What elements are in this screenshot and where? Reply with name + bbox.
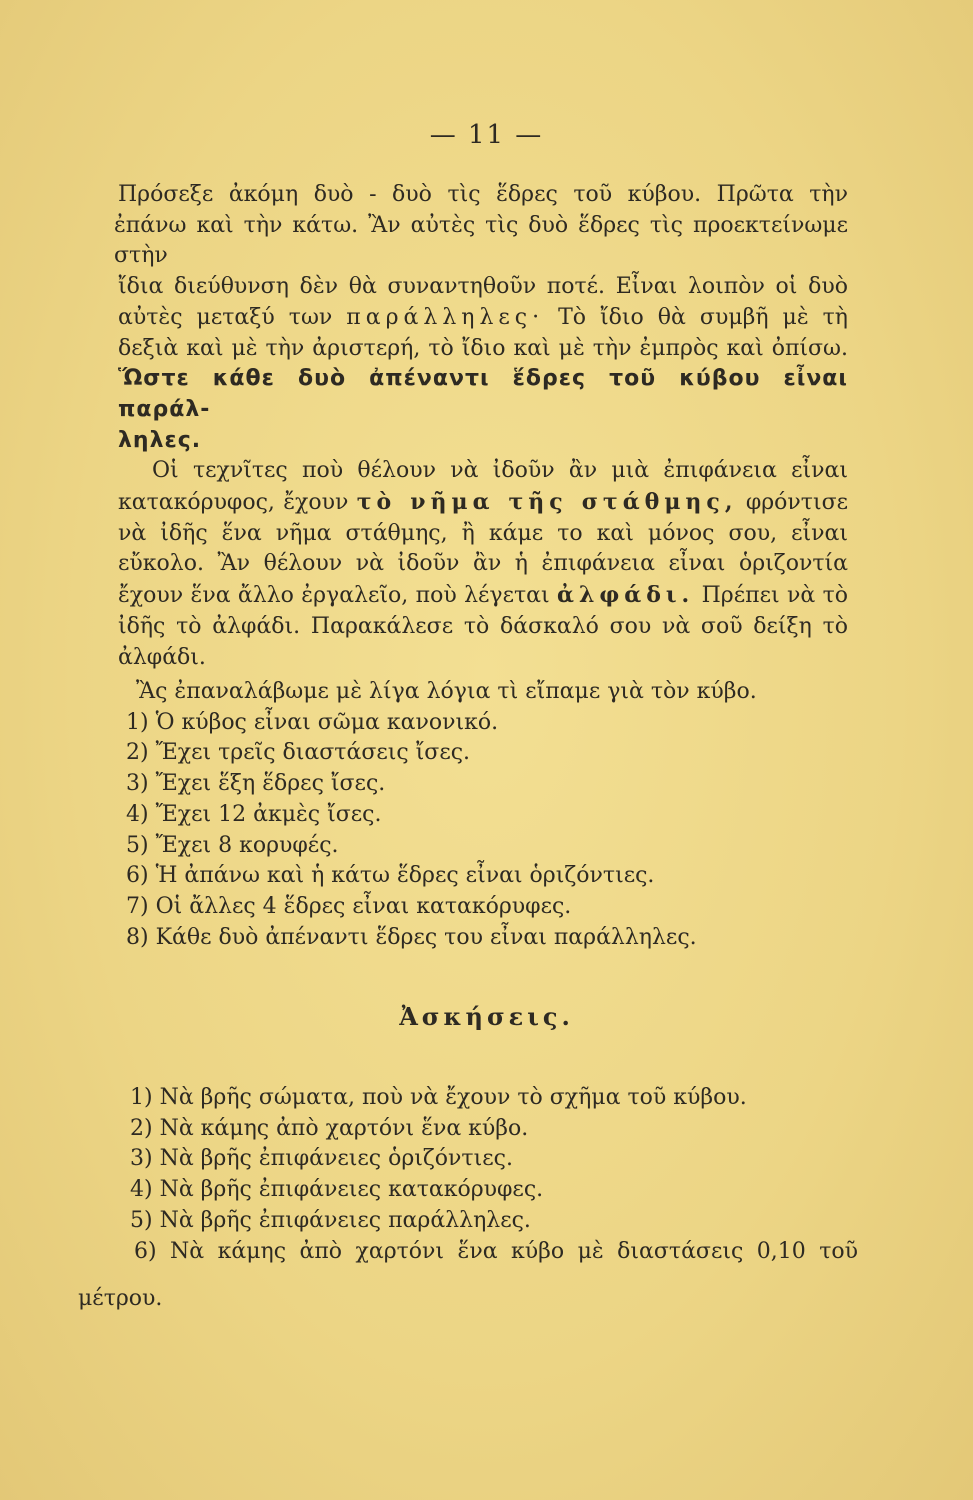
list-item: 4) Νὰ βρῆς ἐπιφάνειες κατακόρυφες. — [130, 1177, 544, 1203]
text-line — [118, 487, 848, 519]
text-line: δεξιὰ καὶ μὲ τὴν ἀριστερή, τὸ ἴδιο καὶ μὲ τὴν ἐμπρὸς καὶ ὀπίσω. — [118, 335, 848, 361]
exercises-list — [130, 1083, 858, 1267]
list-item: 5) Νὰ βρῆς ἐπιφάνειες παράλληλες. — [130, 1207, 531, 1233]
exercises-heading: Ἀσκήσεις. — [399, 1002, 574, 1031]
summary-intro: Ἂς ἐπαναλάβωμε μὲ λίγα λόγια τὶ εἴπαμε γιὰ τὸν κύβο. — [136, 679, 757, 704]
text-fragment: φρόντισε — [745, 490, 848, 516]
bold-statement-end: ληλες. — [118, 427, 202, 453]
text-line — [118, 303, 848, 334]
body-text — [114, 180, 849, 673]
list-item: 3) Ἔχει ἕξη ἕδρες ἴσες. — [126, 771, 386, 797]
exercise-continuation: μέτρου. — [78, 1286, 163, 1311]
text-line — [118, 580, 848, 612]
text-line: νὰ ἰδῆς ἕνα νῆμα στάθμης, ἢ κάμε το καὶ μόνος σου, εἶναι — [118, 520, 848, 546]
term-level: ἀλφάδι. — [557, 582, 695, 609]
list-item: 3) Νὰ βρῆς ἐπιφάνειες ὁριζόντιες. — [130, 1146, 513, 1172]
bold-statement: Ὥστε κάθε δυὸ ἀπέναντι ἕδρες τοῦ κύβου εἶναι παράλ- — [118, 366, 848, 422]
list-item: 7) Οἱ ἄλλες 4 ἕδρες εἶναι κατακόρυφες. — [126, 893, 572, 919]
text-line: Πρόσεξε ἀκόμη δυὸ - δυὸ τὶς ἕδρες τοῦ κύβου. Πρῶτα τὴν — [118, 182, 848, 207]
term-parallel: παράλληλες· — [346, 304, 545, 330]
page-number: — 11 — — [429, 120, 544, 150]
list-item: 1) Ὁ κύβος εἶναι σῶμα κανονικό. — [126, 709, 499, 735]
list-item: 6) Ἡ ἀπάνω καὶ ἡ κάτω ἕδρες εἶναι ὁριζόντιες. — [126, 863, 655, 889]
text-line: ἰδῆς τὸ ἀλφάδι. Παρακάλεσε τὸ δάσκαλό σου νὰ σοῦ δείξη τὸ — [118, 613, 848, 639]
list-item: 1) Νὰ βρῆς σώματα, ποὺ νὰ ἔχουν τὸ σχῆμα τοῦ κύβου. — [130, 1085, 747, 1110]
term-plumb-line: τὸ νῆμα τῆς στάθμης, — [356, 489, 738, 516]
text-fragment: κατακόρυφος, ἔχουν — [118, 490, 349, 516]
text-fragment: ἔχουν ἕνα ἄλλο ἐργαλεῖο, ποὺ λέγεται — [118, 583, 550, 609]
text-line: εὔκολο. Ἂν θέλουν νὰ ἰδοῦν ἂν ἡ ἐπιφάνεια εἶναι ὁριζοντία — [118, 551, 848, 577]
text-fragment: Πρέπει νὰ τὸ — [701, 583, 849, 609]
list-item: 8) Κάθε δυὸ ἀπέναντι ἕδρες του εἶναι παράλληλες. — [126, 924, 697, 950]
list-item: 5) Ἔχει 8 κορυφές. — [126, 832, 339, 858]
text-line: ἴδια διεύθυνση δὲν θὰ συναντηθοῦν ποτέ. Εἶναι λοιπὸν οἱ δυὸ — [118, 274, 848, 300]
text-fragment: Τὸ ἴδιο θὰ συμβῆ μὲ τὴ — [558, 304, 848, 330]
text-line: ἐπάνω καὶ τὴν κάτω. Ἂν αὐτὲς τὶς δυὸ ἕδρες τὶς προεκτείνωμε στὴν — [114, 212, 848, 269]
summary-list — [126, 677, 846, 953]
list-item: 4) Ἔχει 12 ἀκμὲς ἴσες. — [126, 801, 382, 827]
text-line: ἀλφάδι. — [118, 644, 206, 670]
list-item: 2) Νὰ κάμης ἀπὸ χαρτόνι ἕνα κύβο. — [130, 1115, 529, 1141]
text-line: Οἱ τεχνῖτες ποὺ θέλουν νὰ ἰδοῦν ἂν μιὰ ἐπιφάνεια εἶναι — [152, 458, 848, 484]
list-item: 2) Ἔχει τρεῖς διαστάσεις ἴσες. — [126, 740, 471, 766]
list-item: 6) Νὰ κάμης ἀπὸ χαρτόνι ἕνα κύβο μὲ διαστάσεις 0,10 τοῦ — [134, 1238, 858, 1264]
text-fragment: αὐτὲς μεταξύ των — [118, 304, 333, 330]
